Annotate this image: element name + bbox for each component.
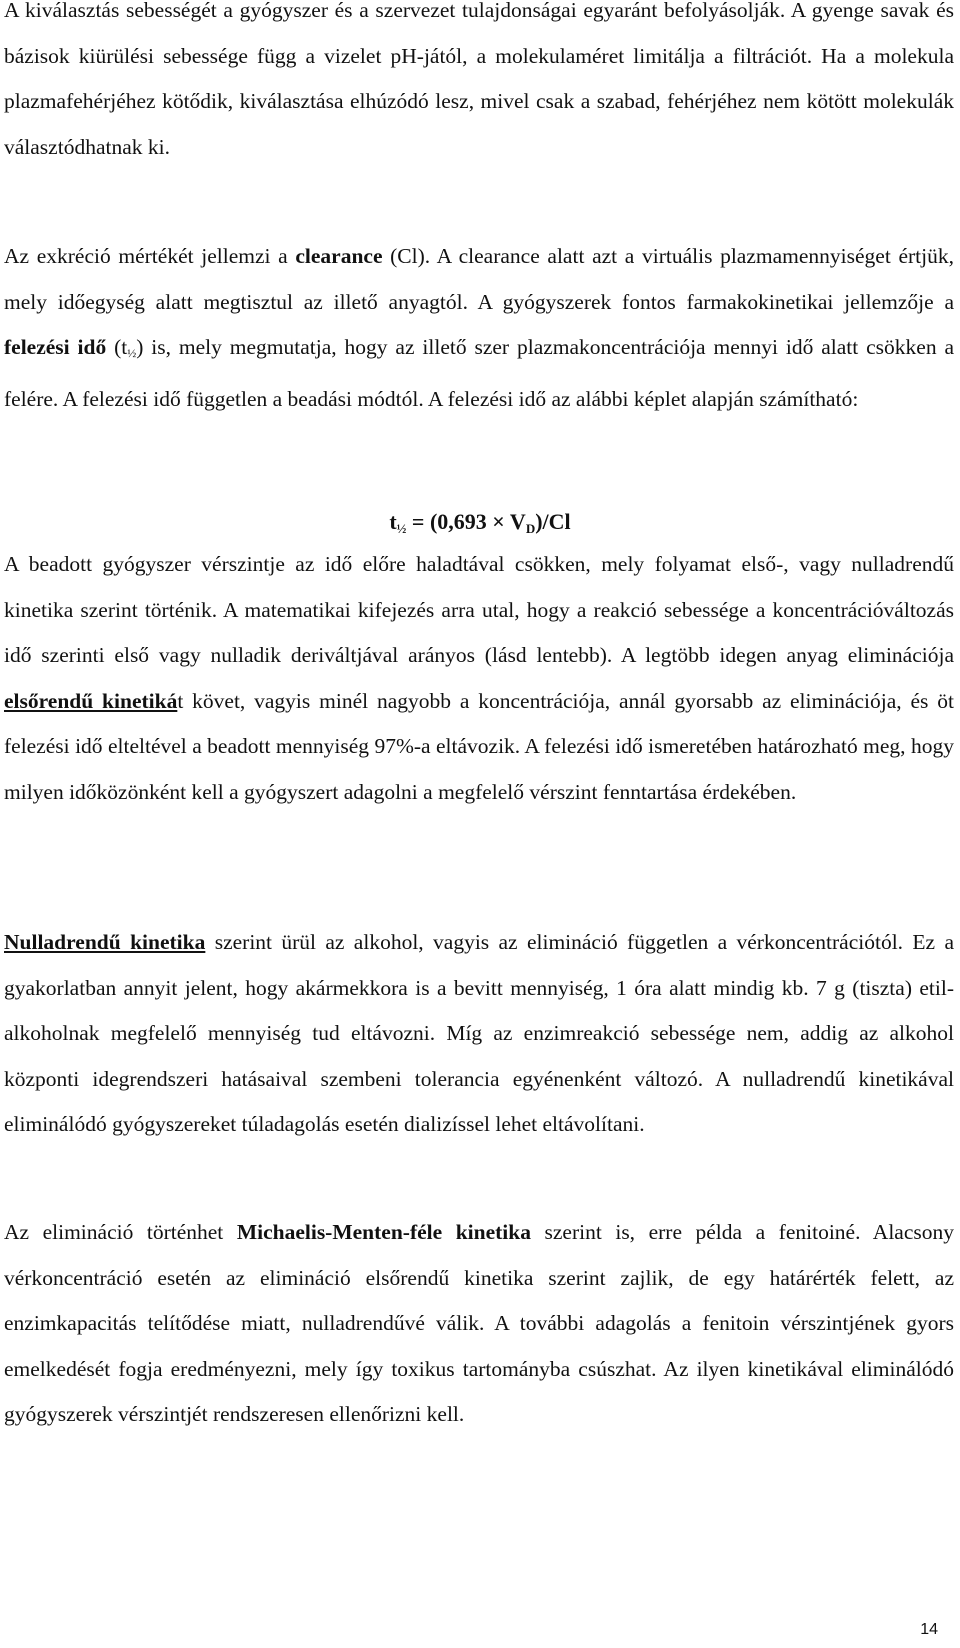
paragraph-text: szerint ürül az alkohol, vagyis az elimináció független a vérkoncentrációtól. Ez a gyakorlatban annyit jelent, hogy akármekkora is a bevitt mennyiség, 1 óra alatt mindig kb. 7 g (tiszta) etil-alkoholnak megfelelő mennyiség tud eltávozni. Míg az enzimreakció sebessége nem, addig az alkohol központi idegrendszeri hatásaival szembeni tolerancia egyénenként változó. A nulladrendű kinetikával eliminálódó gyógyszereket túladagolás esetén dializíssel lehet eltávolítani. [4, 930, 954, 1136]
formula-lhs: t [389, 509, 397, 534]
page-number: 14 [920, 1621, 938, 1638]
term-first-order-kinetics-underlined: elsőrendű kinetiká [4, 688, 178, 713]
paragraph-text: t követ, vagyis minél nagyobb a koncentrációja, annál gyorsabb az eliminációja, és öt felezési idő elteltével a beadott mennyiség 97%-a eltávozik. A felezési idő ismeretében határozható meg, hogy milyen időközönként kell a gyógyszert adagolni a megfelelő vérszint fenntartása érdekében. [4, 688, 954, 804]
term-half-life: felezési idő [4, 335, 107, 359]
formula-rhs-start: = (0,693 × V [406, 509, 526, 534]
paragraph-text: ) is, mely megmutatja, hogy az illető szer plazmakoncentrációja mennyi idő alatt csökken a felére. A felezési idő független a beadási módtól. A felezési idő az alábbi képlet alapján számítható: [4, 335, 955, 411]
paragraph-text: A kiválasztás sebességét a gyógyszer és a szervezet tulajdonságai egyaránt befolyásolják. A gyenge savak és bázisok kiürülési sebessége függ a vizelet pH-jától, a molekulaméret limitálja a filtrációt. Ha a molekula plazmafehérjéhez kötődik, kiválasztása elhúzódó lesz, mivel csak a szabad, fehérjéhez nem kötött molekulák választódhatnak ki. [4, 0, 954, 159]
paragraph-text: Az exkréció mértékét jellemzi a [4, 244, 296, 268]
term-zero-order-kinetics-underlined: Nulladrendű kinetika [4, 930, 206, 954]
term-zero-order-kinetics [4, 930, 205, 954]
term-first-order-kinetics [4, 689, 177, 713]
half-subscript: ½ [127, 346, 137, 360]
paragraph-clearance [4, 234, 954, 422]
term-clearance: clearance [295, 244, 383, 268]
paragraph-text: (t [106, 335, 128, 359]
paragraph-first-order-kinetics [4, 542, 954, 815]
paragraph-text: A beadott gyógyszer vérszintje az idő előre haladtával csökken, mely folyamat első-, vagy nulladrendű kinetika szerint történik. A matematikai kifejezés arra utal, hogy a reakció sebessége a koncentrációváltozás idő szerinti első vagy nulladik deriváltjával arányos (lásd lentebb). A legtöbb idegen anyag eliminációja [4, 552, 954, 667]
paragraph-text: szerint is, erre példa a fenitoiné. Alacsony vérkoncentráció esetén az elimináció elsőrendű kinetika szerint zajlik, de egy határérték felett, az enzimkapacitás telítődése miatt, nulladrendűvé válik. A további adagolás a fenitoin vérszintjének gyors emelkedését fogja eredményezni, mely így toxikus tartományba csúszhat. Az ilyen kinetikával eliminálódó gyógyszerek vérszintjét rendszeresen ellenőrizni kell. [4, 1220, 955, 1426]
paragraph-text: (Cl). A clearance alatt azt a virtuális plazmamennyiséget értjük, mely időegység alatt megtisztul az illető anyagtól. A gyógyszerek fontos farmakokinetikai jellemzője a [4, 244, 955, 314]
formula-rhs-subscript: D [525, 521, 536, 536]
term-michaelis-menten-kinetics: Michaelis-Menten-féle kinetika [236, 1220, 531, 1244]
formula-rhs-end: )/Cl [535, 509, 571, 534]
formula-lhs-subscript: ½ [396, 521, 407, 536]
paragraph-zero-order-kinetics [4, 920, 954, 1148]
paragraph-excretion-rate [4, 0, 954, 170]
paragraph-text: Az elimináció történhet [4, 1220, 237, 1244]
paragraph-michaelis-menten [4, 1210, 954, 1438]
